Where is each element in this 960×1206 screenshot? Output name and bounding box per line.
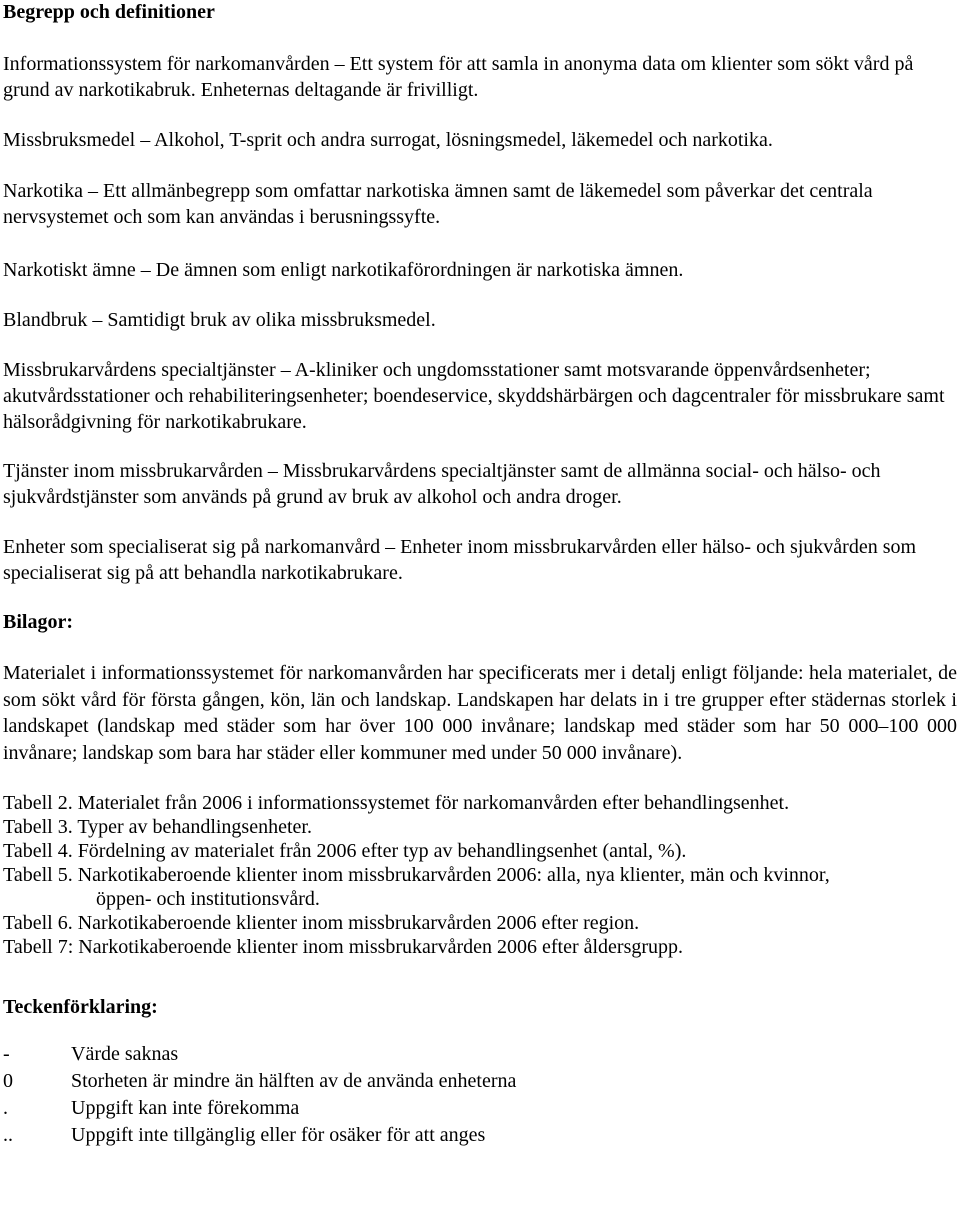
- definition-enheter: Enheter som specialiserat sig på narkomanvård – Enheter inom missbrukarvården eller hälso- och sjukvården som specialiserat sig på att behandla narkotikabrukare.: [3, 536, 917, 584]
- definition-specialtjanster: Missbrukarvårdens specialtjänster – A-kliniker och ungdomsstationer samt motsvarande öppenvårdsenheter; akutvårdsstationer och rehabiliteringsenheter; boendeservice, skyddshärbärgen och dagcentraler för missbrukare samt hälsorådgivning för narkotikabrukare.: [3, 359, 945, 433]
- legend-item: [3, 1122, 957, 1149]
- definition-missbruksmedel: Missbruksmedel – Alkohol, T-sprit och andra surrogat, lösningsmedel, läkemedel och narkotika.: [3, 129, 773, 151]
- definition-tjanster: Tjänster inom missbrukarvården – Missbrukarvårdens specialtjänster samt de allmänna social- och hälso- och sjukvårdstjänster som används på grund av bruk av alkohol och andra droger.: [3, 460, 881, 508]
- legend-symbol: -: [3, 1043, 10, 1065]
- legend-item: [3, 1068, 957, 1095]
- legend-meaning: Uppgift kan inte förekomma: [71, 1097, 300, 1119]
- legend-symbol: .: [3, 1097, 8, 1119]
- definition-informationssystem: Informationssystem för narkomanvården – Ett system för att samla in anonyma data om klienter som sökt vård på grund av narkotikabruk. Enheternas deltagande är frivilligt.: [3, 53, 914, 101]
- definition-narkotiskt-amne: Narkotiskt ämne – De ämnen som enligt narkotikaförordningen är narkotiska ämnen.: [3, 259, 684, 281]
- page-title: Begrepp och definitioner: [3, 1, 215, 23]
- table-list-item: Tabell 5. Narkotikaberoende klienter inom missbrukarvården 2006: alla, nya klienter, män och kvinnor,: [3, 864, 830, 886]
- legend-meaning: Värde saknas: [71, 1043, 179, 1065]
- table-list: [3, 791, 957, 959]
- legend-meaning: Uppgift inte tillgänglig eller för osäker för att anges: [71, 1124, 486, 1146]
- legend-heading: Teckenförklaring:: [3, 996, 158, 1018]
- legend-item: [3, 1095, 957, 1122]
- legend-item: [3, 1041, 957, 1068]
- appendix-paragraph: Materialet i informationssystemet för narkomanvården har specificerats mer i detalj enligt följande: hela materialet, de som sökt vård för första gången, kön, län och landskap. Landskapen har delats in i tre grupper efter städernas storlek i landskapet (landskap med städer som har över 100 000 invånare; landskap med städer som har 50 000–100 000 invånare; landskap som bara har städer eller kommuner med under 50 000 invånare).: [3, 662, 957, 764]
- definition-blandbruk: Blandbruk – Samtidigt bruk av olika missbruksmedel.: [3, 309, 436, 331]
- table-list-item: Tabell 3. Typer av behandlingsenheter.: [3, 816, 312, 838]
- document-page: [3, 0, 957, 1149]
- table-list-item: Tabell 6. Narkotikaberoende klienter inom missbrukarvården 2006 efter region.: [3, 912, 640, 934]
- table-list-item: Tabell 2. Materialet från 2006 i informationssystemet för narkomanvården efter behandlingsenhet.: [3, 792, 790, 814]
- table-list-item: Tabell 7: Narkotikaberoende klienter inom missbrukarvården 2006 efter åldersgrupp.: [3, 936, 684, 958]
- legend-list: [3, 1041, 957, 1149]
- definition-narkotika: Narkotika – Ett allmänbegrepp som omfattar narkotiska ämnen samt de läkemedel som påverkar det centrala nervsystemet och som kan användas i berusningssyfte.: [3, 180, 873, 228]
- table-list-item: Tabell 4. Fördelning av materialet från 2006 efter typ av behandlingsenhet (antal, %).: [3, 840, 687, 862]
- legend-meaning: Storheten är mindre än hälften av de använda enheterna: [71, 1070, 517, 1092]
- legend-symbol: ..: [3, 1124, 13, 1146]
- table-list-item-continuation: öppen- och institutionsvård.: [96, 888, 320, 910]
- appendix-heading: Bilagor:: [3, 611, 73, 633]
- legend-symbol: 0: [3, 1070, 13, 1092]
- definitions-list: [3, 51, 957, 586]
